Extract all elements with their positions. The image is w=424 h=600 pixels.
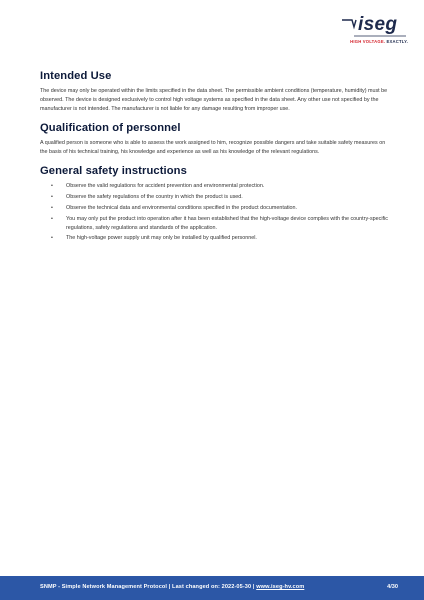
list-item bbox=[40, 193, 388, 202]
bullet-icon: • bbox=[51, 183, 53, 190]
bullet-icon: • bbox=[51, 204, 53, 211]
list-item-text: Observe the safety regulations of the country in which the product is used. bbox=[66, 194, 243, 201]
list-item-text: You may only put the product into operation after it has been established that the high-voltage device complies with the country-specific regulations, safety regulations and standards of the application. bbox=[66, 215, 388, 231]
bullet-icon: • bbox=[51, 194, 53, 201]
footer-info bbox=[40, 584, 304, 590]
iseg-logo bbox=[340, 16, 410, 46]
list-item-text: The high-voltage power supply unit may only be installed by qualified personnel. bbox=[66, 235, 257, 242]
list-item bbox=[40, 182, 388, 191]
bullet-icon: • bbox=[51, 215, 53, 222]
logo-tagline-rest: EXACTLY. bbox=[385, 39, 408, 44]
list-item bbox=[40, 215, 388, 233]
list-item-text: Observe the valid regulations for accident prevention and environmental protection. bbox=[66, 183, 265, 190]
section-qualification bbox=[40, 122, 388, 157]
section-heading: General safety instructions bbox=[40, 165, 187, 178]
section-body: The device may only be operated within the limits specified in the data sheet. The permissible ambient conditions (temperature, humidity) must be observed. The device is designed exclusively to control high voltage systems as specified in the data sheet. Any other use not specified by the manufacturer is not intended. The manufacturer is not liable for any damage resulting from improper use. bbox=[40, 88, 388, 113]
list-item-text: Observe the technical data and environmental conditions specified in the product documentation. bbox=[66, 204, 298, 211]
logo-brand-text: iseg bbox=[358, 14, 398, 35]
list-item bbox=[40, 234, 388, 243]
section-body: A qualified person is someone who is able to assess the work assigned to him, recognize possible dangers and take suitable safety measures on the basis of his technical training, his knowledge and experience as well as his knowledge of the relevant regulations. bbox=[40, 140, 386, 156]
section-heading: Intended Use bbox=[40, 70, 112, 82]
page-number: 4/30 bbox=[387, 584, 398, 590]
safety-list bbox=[40, 182, 388, 243]
footer-info-text: SNMP - Simple Network Management Protocol | Last changed on: 2022-05-30 | bbox=[40, 584, 257, 590]
section-safety bbox=[40, 165, 388, 243]
page-content bbox=[40, 70, 388, 251]
logo-tagline-highlight: HIGH VOLTAGE. bbox=[350, 39, 386, 44]
page-footer bbox=[0, 576, 424, 600]
section-intended-use bbox=[40, 70, 388, 114]
bullet-icon: • bbox=[51, 235, 53, 242]
list-item bbox=[40, 204, 388, 213]
logo-tagline bbox=[350, 39, 408, 44]
section-heading: Qualification of personnel bbox=[40, 122, 181, 135]
website-link[interactable]: www.iseg-hv.com bbox=[256, 584, 305, 590]
